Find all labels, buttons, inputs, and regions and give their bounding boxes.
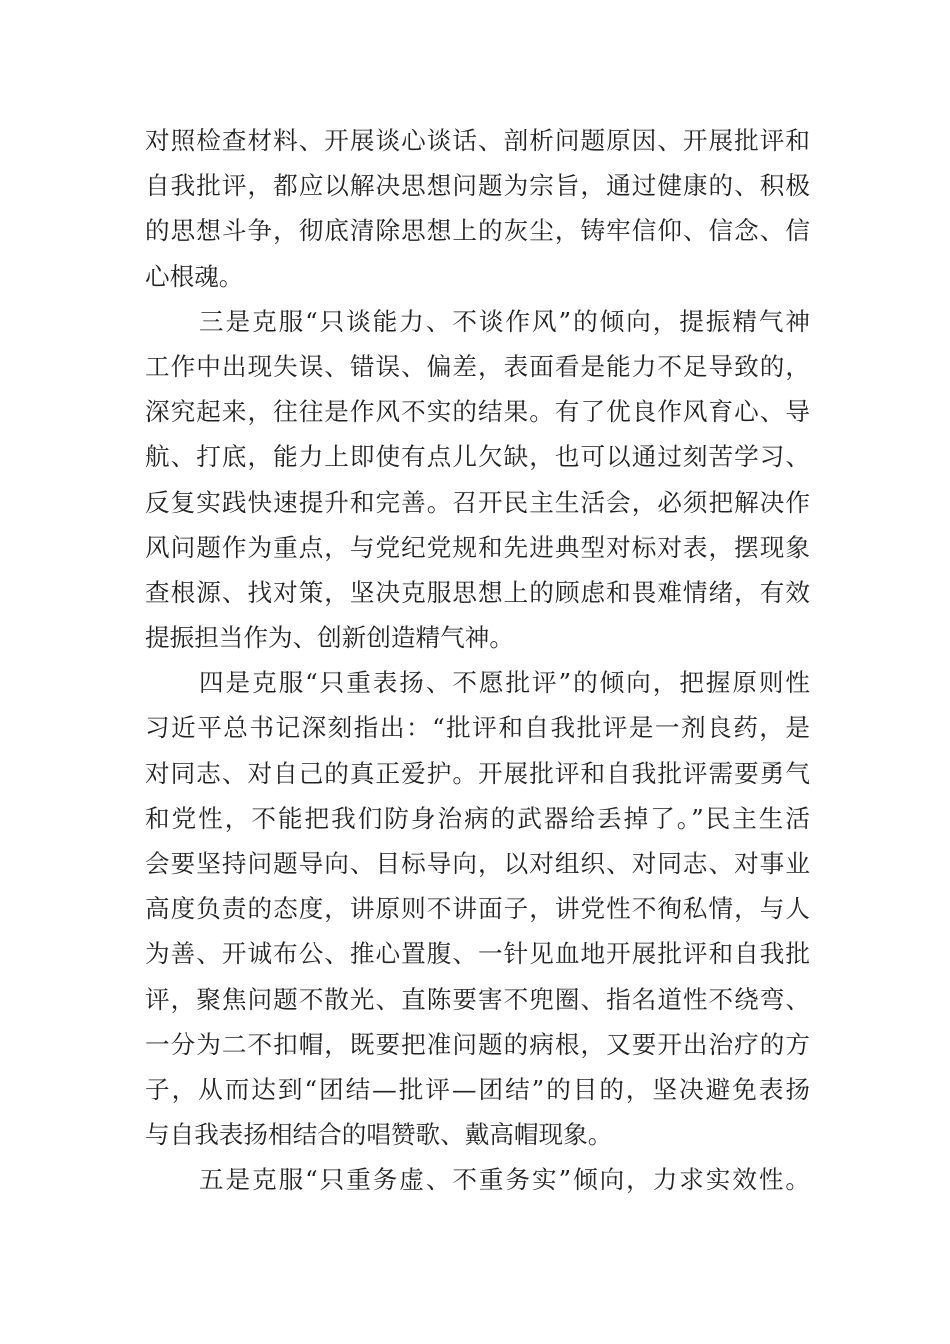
text-line: 评，聚焦问题不散光、直陈要害不兜圈、指名道性不绕弯、 [145, 984, 810, 1014]
text-line: 子，从而达到“团结—批评—团结”的目的，坚决避免表扬 [145, 1074, 810, 1104]
text-line: 会要坚持问题导向、目标导向，以对组织、对同志、对事业 [145, 849, 810, 878]
text-line: 自我批评，都应以解决思想问题为宗旨，通过健康的、积极 [145, 171, 810, 201]
text-line: 为善、开诚布公、推心置腹、一针见血地开展批评和自我批 [145, 939, 810, 969]
text-line: 对同志、对自己的真正爱护。开展批评和自我批评需要勇气 [145, 758, 810, 788]
text-line: 深究起来，往往是作风不实的结果。有了优良作风育心、导 [145, 397, 810, 427]
text-line: 的思想斗争，彻底清除思想上的灰尘，铸牢信仰、信念、信 [145, 216, 810, 246]
text-line: 反复实践快速提升和完善。召开民主生活会，必须把解决作 [145, 487, 810, 517]
text-line: 和党性，不能把我们防身治病的武器给丢掉了。”民主生活 [145, 803, 810, 833]
text-line: 心根魂。 [145, 261, 244, 291]
text-line: 五是克服“只重务虚、不重务实”倾向，力求实效性。 [199, 1165, 810, 1195]
text-line: 一分为二不扣帽，既要把准问题的病根，又要开出治疗的方 [145, 1029, 810, 1059]
text-line: 工作中出现失误、错误、偏差，表面看是能力不足导致的， [145, 351, 810, 381]
text-line: 习近平总书记深刻指出：“批评和自我批评是一剂良药，是 [145, 713, 810, 743]
text-line: 与自我表扬相结合的唱赞歌、戴高帽现象。 [145, 1120, 613, 1150]
text-line: 航、打底，能力上即使有点儿欠缺，也可以通过刻苦学习、 [145, 442, 810, 472]
text-line: 提振担当作为、创新创造精气神。 [145, 623, 514, 653]
text-line: 四是克服“只重表扬、不愿批评”的倾向，把握原则性 [199, 668, 810, 698]
text-line: 查根源、找对策，坚决克服思想上的顾虑和畏难情绪，有效 [145, 577, 810, 607]
text-line: 风问题作为重点，与党纪党规和先进典型对标对表，摆现象 [145, 532, 810, 562]
text-line: 三是克服“只谈能力、不谈作风”的倾向，提振精气神 [199, 306, 810, 336]
text-line: 对照检查材料、开展谈心谈话、剖析问题原因、开展批评和 [145, 126, 810, 155]
document-body [145, 118, 810, 1203]
text-line: 高度负责的态度，讲原则不讲面子，讲党性不徇私情，与人 [145, 894, 810, 924]
